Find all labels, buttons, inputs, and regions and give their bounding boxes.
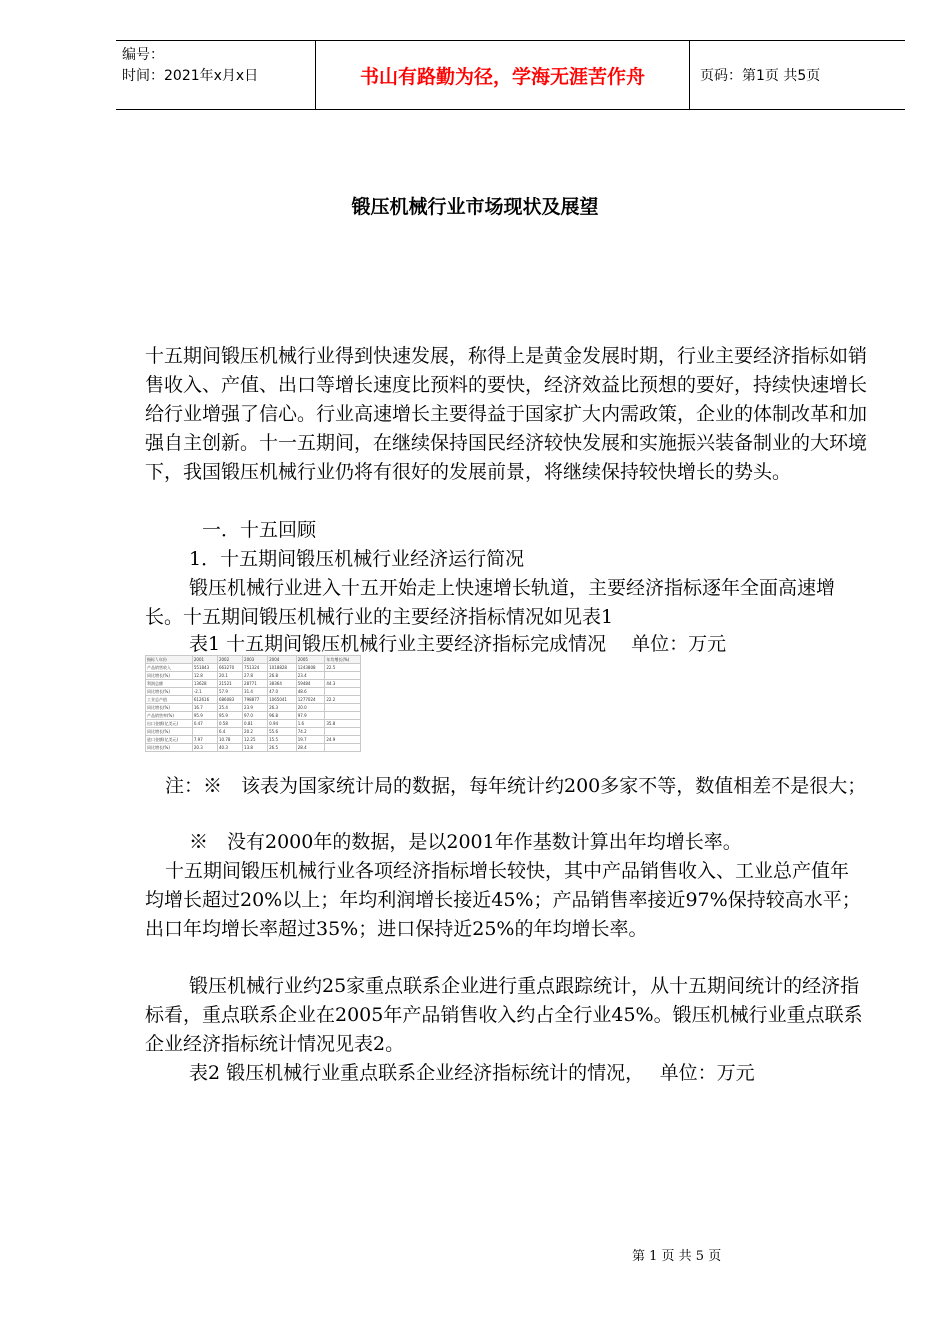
intro-paragraph: 十五期间锻压机械行业得到快速发展，称得上是黄金发展时期，行业主要经济指标如销售收入、产值、出口等增长速度比预料的要快，经济效益比预想的要好，持续快速增长给行业增强了信心。行业高速增长主要得益于国家扩大内需政策，企业的体制改革和加强自主创新。十一五期间，在继续保持国民经济较快发展和实施振兴装备制业的大环境下，我国锻压机械行业仍将有很好的发展前景，将继续保持较快增长的势头。	[145, 345, 868, 483]
body-paragraph: 十五期间锻压机械行业各项经济指标增长较快，其中产品销售收入、工业总产值年均增长超过20%以上；年均利润增长接近45%；产品销售率接近97%保持较高水平；出口年均增长率超过35%；进口保持近25%的年均增长率。	[145, 860, 861, 940]
table-cell: 22.2	[325, 696, 361, 704]
table-cell: 96.8	[268, 712, 297, 720]
table-row	[146, 744, 361, 752]
table-cell: 28771	[243, 680, 268, 688]
table-cell: 26.8	[268, 672, 297, 680]
table-row	[146, 696, 361, 704]
table-row	[146, 664, 361, 672]
economic-indicators-table	[145, 655, 361, 752]
table-cell	[325, 672, 361, 680]
document-time-label: 时间：2021年x月x日	[122, 68, 259, 84]
table-cell: 47.0	[268, 688, 297, 696]
table-cell: 0.81	[243, 720, 268, 728]
table-cell: 38364	[268, 680, 297, 688]
table-cell: 48.6	[296, 688, 325, 696]
table-note: ※ 没有2000年的数据，是以2001年作基数计算出年均增长率。	[189, 831, 742, 853]
table-cell: 1277024	[296, 696, 325, 704]
table-cell: 798877	[243, 696, 268, 704]
table-row	[146, 672, 361, 680]
header-divider	[689, 41, 690, 109]
table-header-cell: 2003	[243, 656, 268, 664]
table-header-cell: 2001	[192, 656, 217, 664]
table-header-row	[146, 656, 361, 664]
table-cell	[325, 728, 361, 736]
table-cell: 同比增长(%)	[146, 704, 193, 712]
table-cell: 551843	[192, 664, 217, 672]
table-cell: 23.9	[243, 704, 268, 712]
table-cell: 31.4	[243, 688, 268, 696]
table-row	[146, 688, 361, 696]
page-header	[116, 40, 905, 110]
table-cell: 利润总额	[146, 680, 193, 688]
table-header-cell: 2004	[268, 656, 297, 664]
table-cell	[325, 688, 361, 696]
table-row	[146, 728, 361, 736]
table-cell: 同比增长(%)	[146, 688, 193, 696]
table-cell: 25.4	[217, 704, 242, 712]
table-cell: 751324	[243, 664, 268, 672]
table-cell: 55.6	[268, 728, 297, 736]
table-cell: 20.1	[217, 672, 242, 680]
table-row	[146, 704, 361, 712]
table-cell: 0.47	[192, 720, 217, 728]
table-cell: 20.2	[243, 728, 268, 736]
table-row	[146, 712, 361, 720]
table-header-cell: 指标 \ 年份	[146, 656, 193, 664]
table-cell	[325, 744, 361, 752]
table-cell: 同比增长(%)	[146, 728, 193, 736]
table-cell: 686083	[217, 696, 242, 704]
table-cell: 13.8	[243, 744, 268, 752]
table-cell: 23.4	[296, 672, 325, 680]
table-cell: 57.9	[217, 688, 242, 696]
subsection-heading: 1．十五期间锻压机械行业经济运行简况	[189, 548, 525, 570]
table-row	[146, 736, 361, 744]
table-cell: 工业总产值	[146, 696, 193, 704]
document-title: 锻压机械行业市场现状及展望	[351, 196, 599, 218]
table-cell: 20.3	[192, 744, 217, 752]
table-cell: 13628	[192, 680, 217, 688]
table-cell: 进口金额(亿美元)	[146, 736, 193, 744]
table-cell	[192, 728, 217, 736]
table-cell: 7.97	[192, 736, 217, 744]
table-cell: 27.8	[243, 672, 268, 680]
table-cell: 19.7	[296, 736, 325, 744]
table-cell: 12.8	[192, 672, 217, 680]
table-cell: 20.0	[296, 704, 325, 712]
header-page-info: 页码：第1页 共5页	[700, 68, 821, 84]
table-cell: 95.9	[192, 712, 217, 720]
table-cell: 35.8	[325, 720, 361, 728]
table-cell: 10.78	[217, 736, 242, 744]
body-paragraph: 锻压机械行业约25家重点联系企业进行重点跟踪统计，从十五期间统计的经济指标看，重点联系企业在2005年产品销售收入约占全行业45%。锻压机械行业重点联系企业经济指标统计情况见表2。	[145, 975, 863, 1055]
table-header-cell: 2002	[217, 656, 242, 664]
table-cell: 1243808	[296, 664, 325, 672]
table-cell: 产品销售收入	[146, 664, 193, 672]
header-meta	[122, 45, 258, 87]
header-motto: 书山有路勤为径，学海无涯苦作舟	[359, 65, 645, 88]
table-header-cell: 年均增长(%)	[325, 656, 361, 664]
table-cell: 同比增长(%)	[146, 744, 193, 752]
table-cell: 663270	[217, 664, 242, 672]
table-cell: 16.7	[192, 704, 217, 712]
table-cell: 22.5	[325, 664, 361, 672]
table-cell: 1.6	[296, 720, 325, 728]
table-cell: 1065041	[268, 696, 297, 704]
table-cell: 28.4	[296, 744, 325, 752]
table-cell: 12.25	[243, 736, 268, 744]
table-cell: 产品销售率(%)	[146, 712, 193, 720]
table-cell: 97.9	[296, 712, 325, 720]
table-header-cell: 2005	[296, 656, 325, 664]
table-cell: 26.5	[268, 744, 297, 752]
body-paragraph: 锻压机械行业进入十五开始走上快速增长轨道，主要经济指标逐年全面高速增长。十五期间锻压机械行业的主要经济指标情况如见表1	[145, 577, 836, 628]
table-cell: 0.94	[268, 720, 297, 728]
section-heading: 一．十五回顾	[202, 519, 317, 541]
table-cell: 出口金额(亿美元)	[146, 720, 193, 728]
table-cell: 612616	[192, 696, 217, 704]
table-cell: 同比增长(%)	[146, 672, 193, 680]
table-cell: -2.1	[192, 688, 217, 696]
table-cell: 44.3	[325, 680, 361, 688]
table1-caption: 表1 十五期间锻压机械行业主要经济指标完成情况 单位：万元	[189, 633, 727, 655]
table-row	[146, 720, 361, 728]
table-cell: 74.2	[296, 728, 325, 736]
document-number-label: 编号：	[122, 47, 164, 63]
table-cell: 59484	[296, 680, 325, 688]
table-cell: 40.3	[217, 744, 242, 752]
table2-caption: 表2 锻压机械行业重点联系企业经济指标统计的情况， 单位：万元	[189, 1062, 755, 1084]
table-cell: 95.9	[217, 712, 242, 720]
table-cell: 15.5	[268, 736, 297, 744]
table-cell: 24.9	[325, 736, 361, 744]
table-cell: 97.0	[243, 712, 268, 720]
table-cell: 0.58	[217, 720, 242, 728]
table-cell: 6.4	[217, 728, 242, 736]
table-note: 注：※ 该表为国家统计局的数据，每年统计约200多家不等，数值相差不是很大；	[165, 775, 867, 797]
table-cell: 26.3	[268, 704, 297, 712]
table-cell: 1018828	[268, 664, 297, 672]
table-cell	[325, 712, 361, 720]
table-cell	[325, 704, 361, 712]
table-row	[146, 680, 361, 688]
table-cell: 21521	[217, 680, 242, 688]
page-footer: 第 1 页 共 5 页	[632, 1249, 722, 1264]
